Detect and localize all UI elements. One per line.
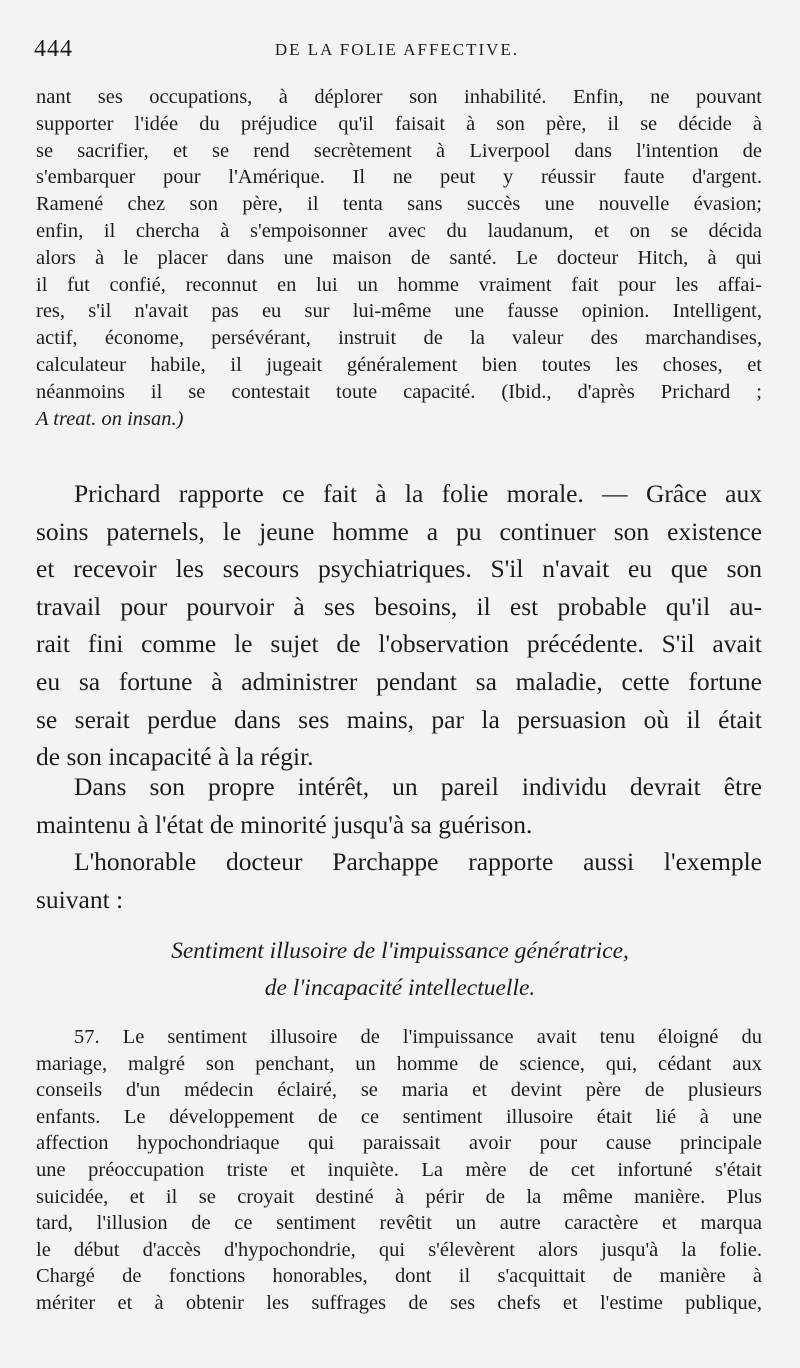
text-line: soins paternels, le jeune homme a pu continuer son existence <box>36 516 762 546</box>
text-line: mériter et à obtenir les suffrages de ses chefs et l'estime publique, <box>36 1291 762 1314</box>
text-line: mariage, malgré son penchant, un homme de science, qui, cédant aux <box>36 1052 762 1075</box>
text-line: nant ses occupations, à déplorer son inhabilité. Enfin, ne pouvant <box>36 86 762 108</box>
page-header <box>34 36 760 66</box>
text-line: une préoccupation triste et inquiète. La mère de cet infortuné s'était <box>36 1158 762 1181</box>
text-line: se serait perdue dans ses mains, par la persuasion où il était <box>36 704 762 734</box>
running-head: DE LA FOLIE AFFECTIVE. <box>274 40 520 59</box>
text-line: supporter l'idée du préjudice qu'il faisait à son père, il se décide à <box>36 112 762 135</box>
text-line: actif, économe, persévérant, instruit de la valeur des marchandises, <box>36 327 762 350</box>
paragraph-case-57 <box>36 1024 762 1317</box>
paragraph-parchappe <box>36 843 762 918</box>
text-line: s'embarquer pour l'Amérique. Il ne peut y réussir faute d'argent. <box>36 166 762 189</box>
section-heading-line: de l'incapacité intellectuelle. <box>264 975 536 1001</box>
text-line: A treat. on insan.) <box>36 407 184 430</box>
text-line: suicidée, et il se croyait destiné à périr de la même manière. Plus <box>36 1185 762 1208</box>
text-line: calculateur habile, il jugeait généralement bien toutes les choses, et <box>36 353 762 376</box>
text-line: affection hypochondriaque qui paraissait avoir pour cause principale <box>36 1132 762 1155</box>
text-line: L'honorable docteur Parchappe rapporte aussi l'exemple <box>74 847 762 876</box>
text-line: de son incapacité à la régir. <box>36 742 314 772</box>
text-line: tard, l'illusion de ce sentiment revêtit un autre caractère et marqua <box>36 1212 762 1235</box>
text-line: néanmoins il se contestait toute capacité. (Ibid., d'après Prichard ; <box>36 380 762 403</box>
paragraph-minority <box>36 768 762 843</box>
text-line: conseils d'un médecin éclairé, se maria et devint père de plusieurs <box>36 1079 762 1102</box>
text-line: travail pour pourvoir à ses besoins, il est probable qu'il au- <box>36 591 762 621</box>
text-line: il fut confié, reconnut en lui un homme vraiment fait pour les affai- <box>36 273 762 296</box>
paragraph-prichard-commentary <box>36 475 762 776</box>
text-line: le début d'accès d'hypochondrie, qui s'élevèrent alors jusqu'à la folie. <box>36 1238 762 1261</box>
text-line: suivant : <box>36 884 124 914</box>
text-line: alors à le placer dans une maison de santé. Le docteur Hitch, à qui <box>36 246 762 269</box>
text-line: enfants. Le développement de ce sentiment illusoire était lié à une <box>36 1105 762 1128</box>
text-line: enfin, il chercha à s'empoisonner avec du laudanum, et on se décida <box>36 219 762 242</box>
text-line: res, s'il n'avait pas eu sur lui-même une fausse opinion. Intelligent, <box>36 300 762 323</box>
section-heading-line: Sentiment illusoire de l'impuissance génératrice, <box>171 938 629 964</box>
text-line: eu sa fortune à administrer pendant sa maladie, cette fortune <box>36 666 762 696</box>
text-line: Dans son propre intérêt, un pareil individu devrait être <box>74 772 762 801</box>
text-line: Prichard rapporte ce fait à la folie morale. — Grâce aux <box>74 479 762 508</box>
page-number: 444 <box>34 36 73 62</box>
text-line: 57. Le sentiment illusoire de l'impuissance avait tenu éloigné du <box>74 1026 762 1048</box>
text-line: maintenu à l'état de minorité jusqu'à sa guérison. <box>36 809 533 839</box>
text-line: Ramené chez son père, il tenta sans succès une nouvelle évasion; <box>36 193 762 216</box>
text-line: rait fini comme le sujet de l'observation précédente. S'il avait <box>36 629 762 659</box>
section-heading <box>0 933 800 1007</box>
paragraph-case-continuation <box>36 84 762 432</box>
text-line: se sacrifier, et se rend secrètement à Liverpool dans l'intention de <box>36 139 762 162</box>
text-line: Chargé de fonctions honorables, dont il s'acquittait de manière à <box>36 1265 762 1288</box>
text-line: et recevoir les secours psychiatriques. S'il n'avait eu que son <box>36 554 762 584</box>
